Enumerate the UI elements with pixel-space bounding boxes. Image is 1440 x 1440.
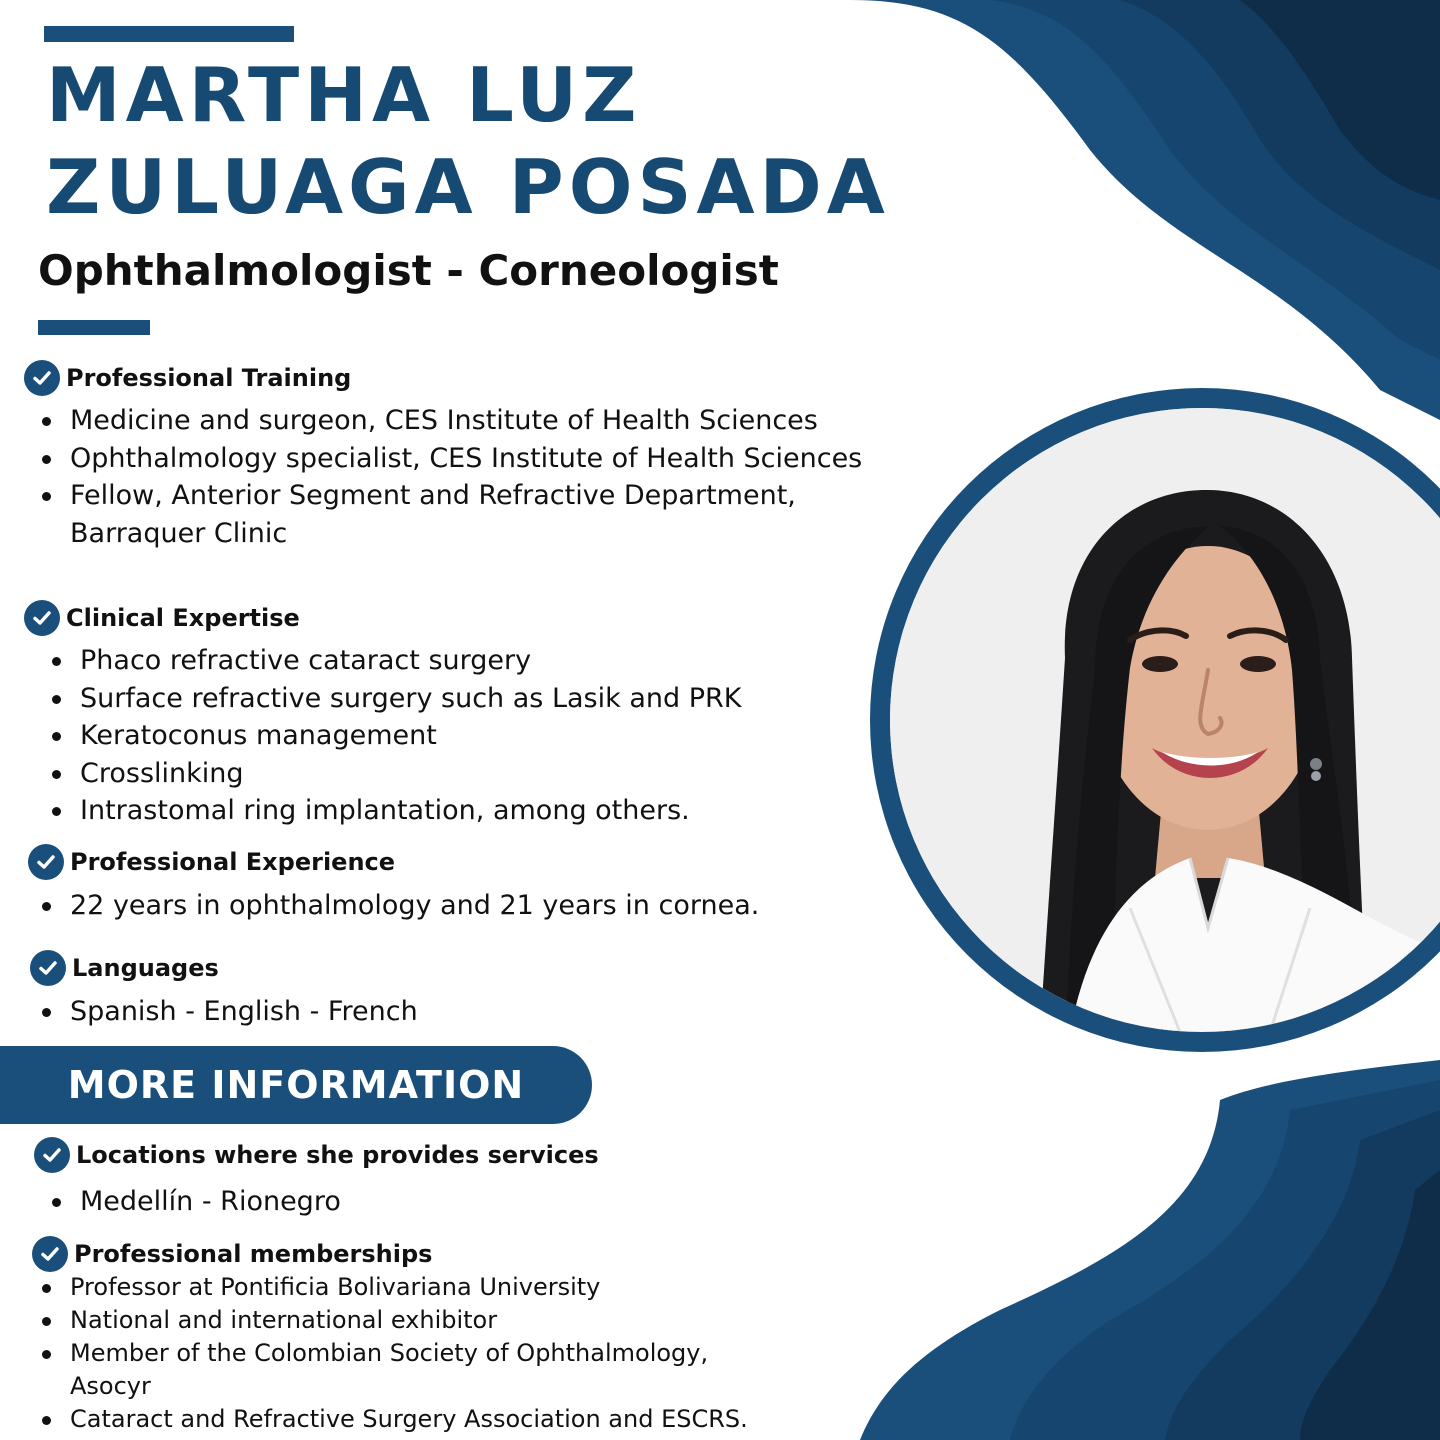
section-header-locations — [34, 1137, 599, 1173]
accent-bar-top — [44, 26, 294, 42]
section-title: Professional Experience — [70, 848, 396, 876]
list-item: Crosslinking — [48, 755, 741, 793]
decorative-waves-top — [840, 0, 1440, 420]
section-header-professional-training — [24, 360, 351, 396]
more-information-label: MORE INFORMATION — [67, 1063, 525, 1107]
list-clinical-expertise — [48, 642, 741, 830]
list-item: Surface refractive surgery such as Lasik and PRK — [48, 680, 741, 718]
list-professional-experience — [38, 887, 759, 925]
name-line-1: MARTHA LUZ — [46, 51, 642, 139]
check-circle-icon — [24, 360, 60, 396]
check-circle-icon — [32, 1236, 68, 1272]
section-header-professional-experience — [28, 844, 395, 880]
list-item: Professor at Pontificia Bolivariana University — [38, 1271, 748, 1304]
section-title: Professional memberships — [74, 1240, 433, 1268]
list-item-continuation: Barraquer Clinic — [70, 517, 288, 549]
section-header-memberships — [32, 1236, 432, 1272]
list-item: Cataract and Refractive Surgery Association and ESCRS. — [38, 1403, 748, 1436]
list-item: Intrastomal ring implantation, among others. — [48, 792, 741, 830]
check-circle-icon — [28, 844, 64, 880]
section-title: Languages — [72, 954, 219, 982]
list-item: Medellín - Rionegro — [48, 1183, 341, 1221]
name-line-2: ZULUAGA POSADA — [46, 143, 890, 231]
list-item: National and international exhibitor — [38, 1304, 748, 1337]
list-languages — [38, 993, 418, 1031]
list-item: Medicine and surgeon, CES Institute of Health Sciences — [38, 402, 862, 440]
list-item: Fellow, Anterior Segment and Refractive Department, — [38, 477, 862, 515]
accent-bar-mid — [38, 320, 150, 335]
section-title: Locations where she provides services — [76, 1141, 599, 1169]
check-circle-icon — [34, 1137, 70, 1173]
list-item: Ophthalmology specialist, CES Institute of Health Sciences — [38, 440, 862, 478]
section-title: Professional Training — [66, 364, 352, 392]
section-title: Clinical Expertise — [66, 604, 300, 632]
section-header-clinical-expertise — [24, 600, 300, 636]
list-item: Phaco refractive cataract surgery — [48, 642, 741, 680]
list-item: Keratoconus management — [48, 717, 741, 755]
section-header-languages — [30, 950, 219, 986]
list-item: Spanish - English - French — [38, 993, 418, 1031]
decorative-waves-bottom — [860, 1060, 1440, 1440]
list-item: Member of the Colombian Society of Ophthalmology, — [38, 1337, 748, 1370]
list-locations — [48, 1183, 341, 1221]
subtitle: Ophthalmologist - Corneologist — [38, 246, 779, 295]
more-information-banner — [0, 1046, 592, 1124]
list-item: 22 years in ophthalmology and 21 years in cornea. — [38, 887, 759, 925]
check-circle-icon — [30, 950, 66, 986]
list-item-continuation: Asocyr — [70, 1372, 151, 1400]
check-circle-icon — [24, 600, 60, 636]
list-memberships — [38, 1271, 748, 1436]
list-professional-training — [38, 402, 862, 552]
